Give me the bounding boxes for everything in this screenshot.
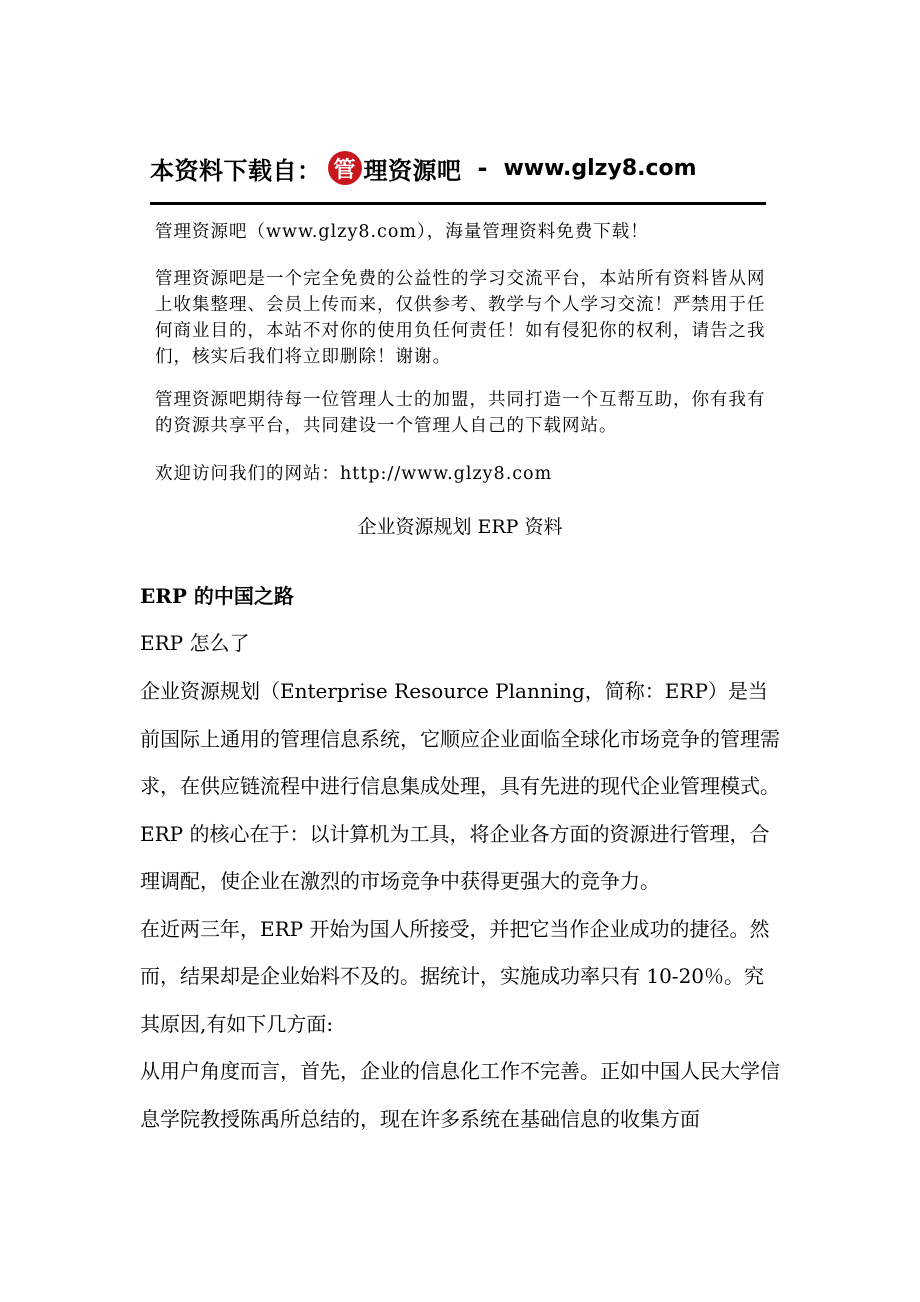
banner-url: www.glzy8.com <box>503 155 697 181</box>
notice-intro: 管理资源吧（www.glzy8.com），海量管理资料免费下载！ <box>155 222 649 242</box>
document-body <box>140 668 782 1143</box>
notice-website: 欢迎访问我们的网站：http://www.glzy8.com <box>155 464 553 484</box>
banner-dash: - <box>477 154 488 182</box>
notice-invitation: 管理资源吧期待每一位管理人士的加盟，共同打造一个互帮互助，你有我有的资源共享平台，共同建设一个管理人自己的下载网站。 <box>155 390 766 436</box>
banner-prefix: 本资料下载自： <box>150 156 322 185</box>
section-subheading: ERP 怎么了 <box>140 631 250 655</box>
download-source-banner <box>150 148 770 188</box>
section-heading: ERP 的中国之路 <box>140 584 294 608</box>
body-paragraph: 从用户角度而言，首先，企业的信息化工作不完善。正如中国人民大学信息学院教授陈禹所总结的，现在许多系统在基础信息的收集方面 <box>140 1059 780 1131</box>
notice-disclaimer: 管理资源吧是一个完全免费的公益性的学习交流平台，本站所有资料皆从网上收集整理、会员上传而来，仅供参考、教学与个人学习交流！严禁用于任何商业目的，本站不对你的使用负任何责任！如有侵犯你的权利，请告之我们，核实后我们将立即删除！谢谢。 <box>155 269 766 367</box>
banner-divider <box>150 202 766 205</box>
body-paragraph: 在近两三年，ERP 开始为国人所接受，并把它当作企业成功的捷径。然而，结果却是企业始料不及的。据统计，实施成功率只有 10-20％。究其原因,有如下几方面: <box>140 916 770 1036</box>
body-paragraph: 企业资源规划（Enterprise Resource Planning，简称：ERP）是当前国际上通用的管理信息系统，它顺应企业面临全球化市场竞争的管理需求，在供应链流程中进行信息集成处理，具有先进的现代企业管理模式。ERP 的核心在于：以计算机为工具，将企业各方面的资源进行管理，合理调配，使企业在激烈的市场竞争中获得更强大的竞争力。 <box>140 679 780 893</box>
banner-site-name: 理资源吧 <box>363 156 462 185</box>
document-title: 企业资源规划 ERP 资料 <box>357 516 563 538</box>
site-logo-seal-icon: 管 <box>328 151 362 185</box>
